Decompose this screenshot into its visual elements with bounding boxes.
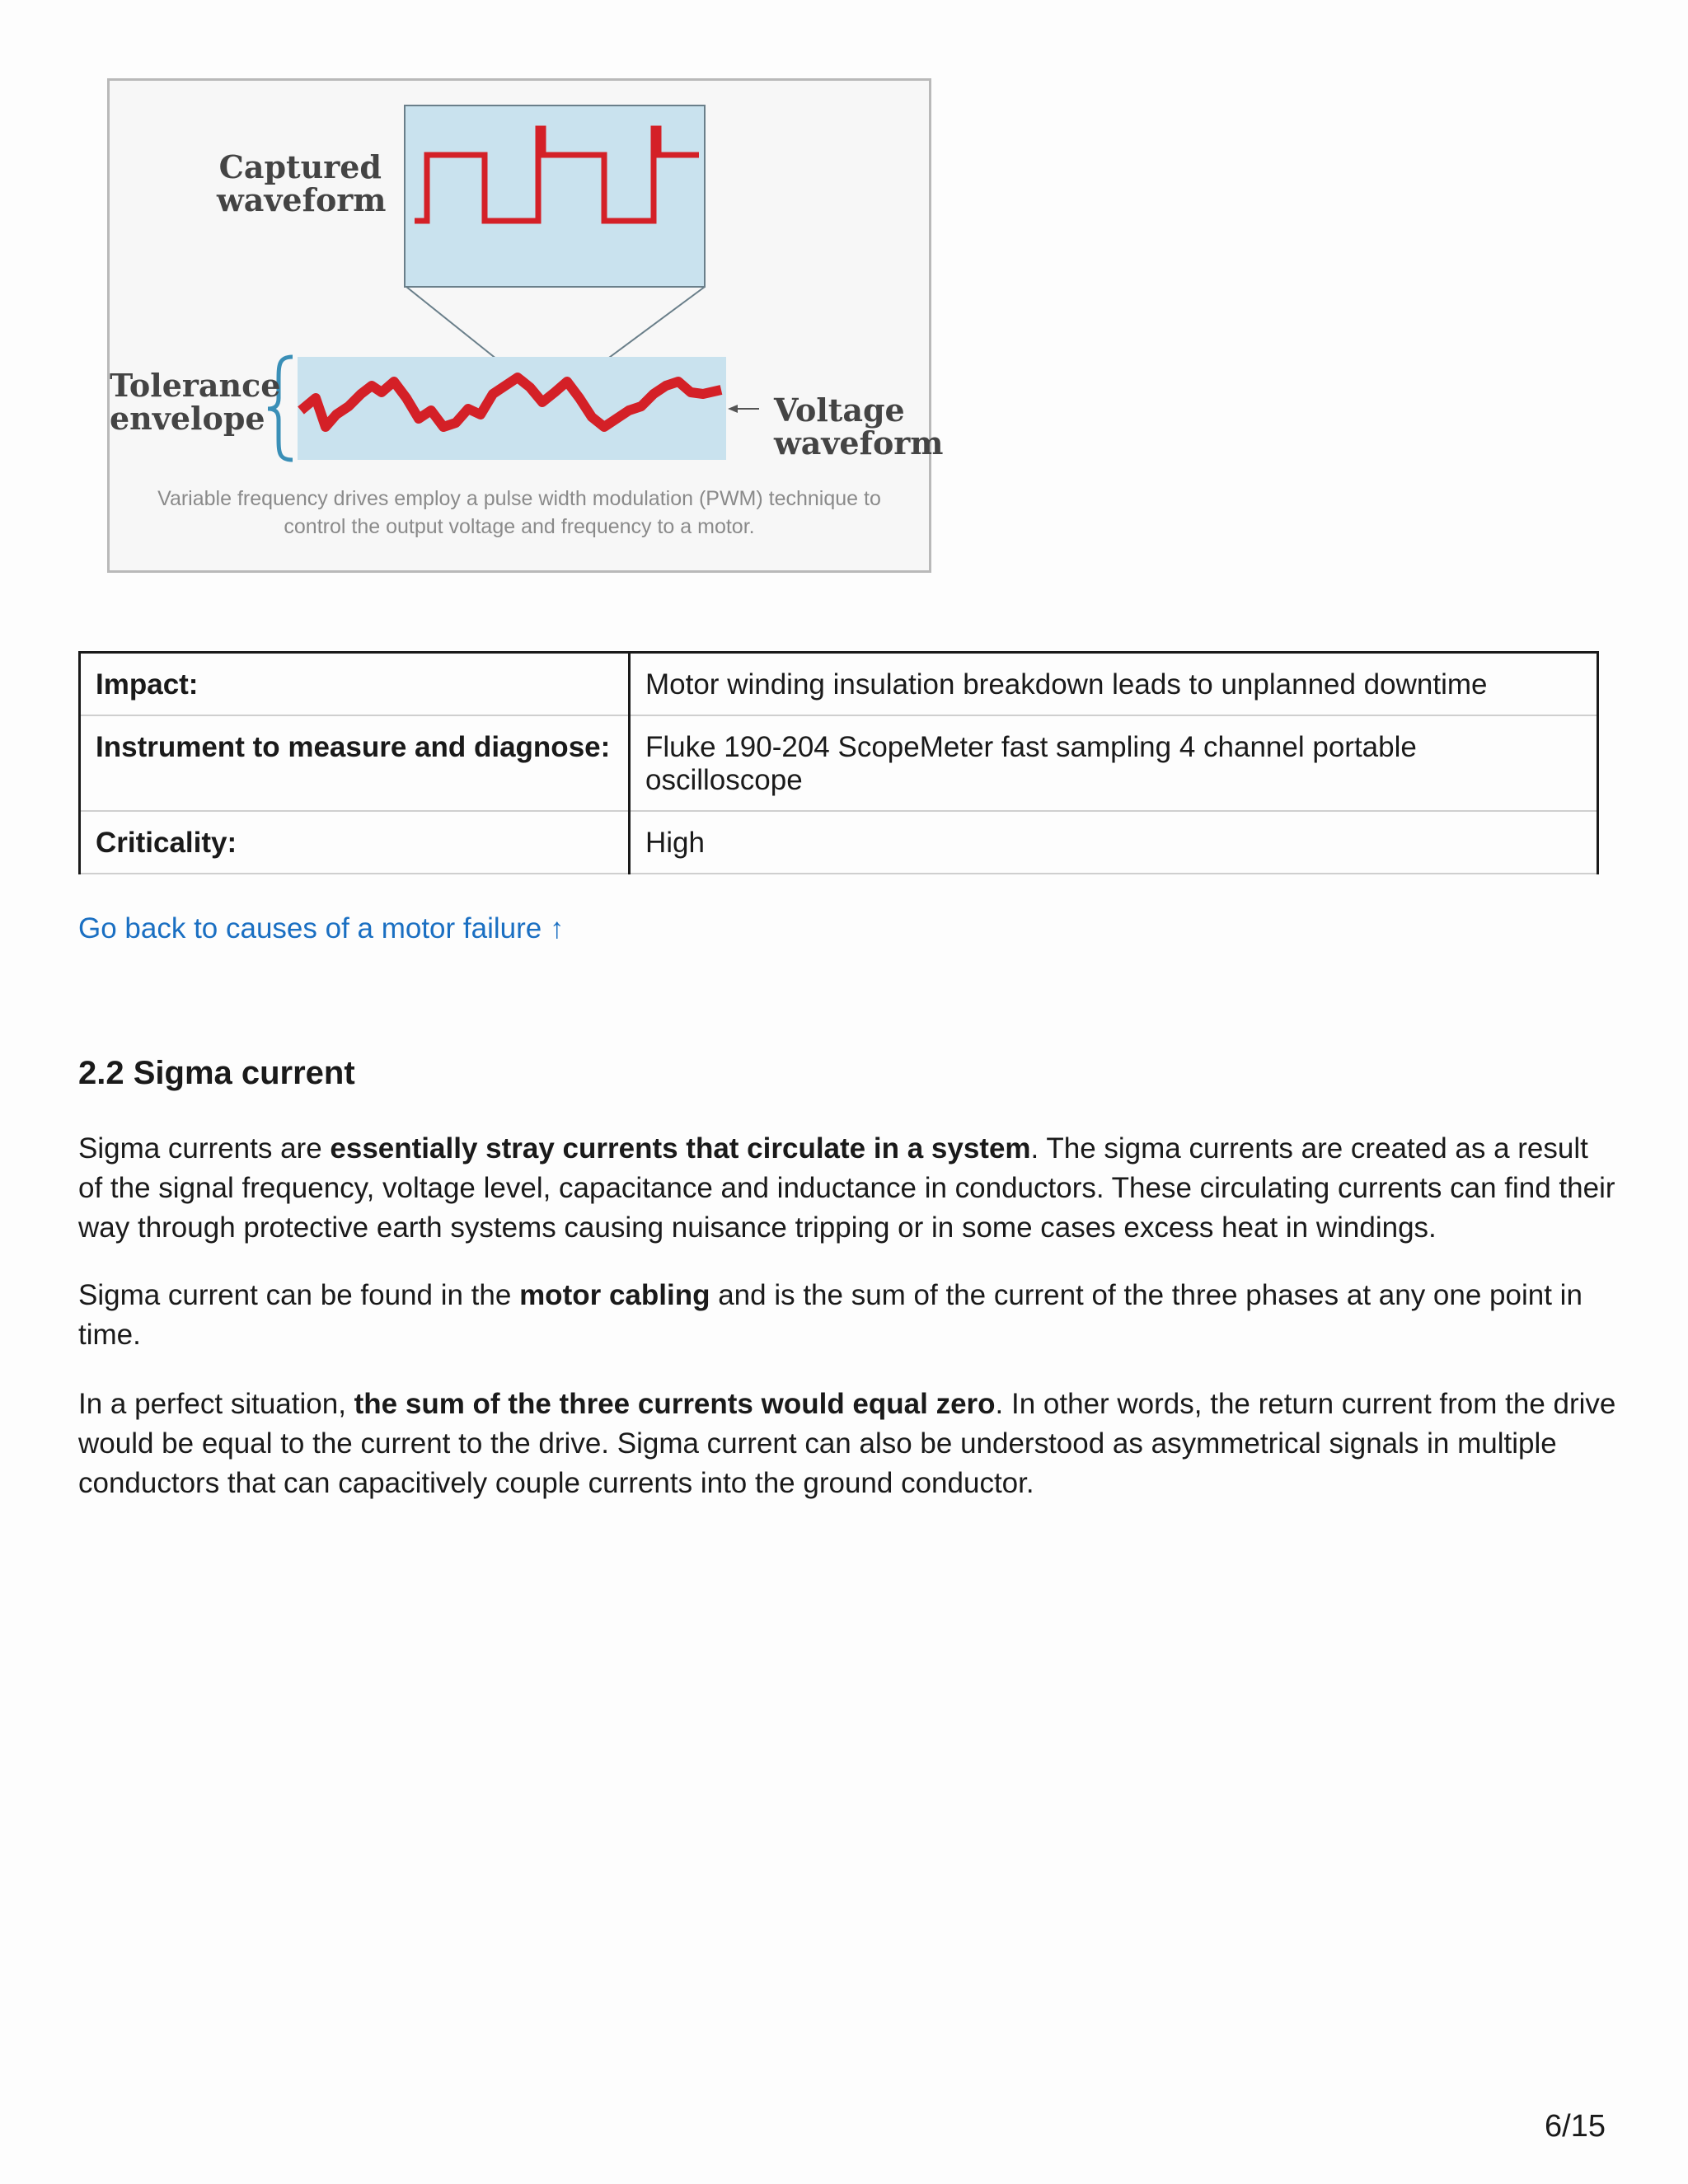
table-value-criticality: High (630, 811, 1598, 874)
paragraph-text: . In other words, the return current from the drive would be equal to the current to the drive. Sigma current can also be understood as asymmetrical signals in multiple conductors that can capacitively couple currents into the ground conductor. (78, 1388, 1616, 1499)
paragraph-text: . The sigma currents are created as a result of the signal frequency, voltage level, capacitance and inductance in conductors. These circulating currents can find their way through protective earth systems causing nuisance tripping or in some cases excess heat in windings. (78, 1132, 1615, 1244)
table-value-instrument: Fluke 190-204 ScopeMeter fast sampling 4 channel portable oscilloscope (630, 715, 1598, 811)
tolerance-envelope-label: Tolerance envelope (110, 367, 281, 437)
impact-table (78, 651, 1599, 874)
table-value-impact: Motor winding insulation breakdown leads to unplanned downtime (630, 653, 1598, 716)
table-row (80, 653, 1598, 716)
section-heading: 2.2 Sigma current (78, 1055, 355, 1091)
table-key-criticality: Criticality: (80, 811, 630, 874)
tolerance-envelope-panel (298, 357, 726, 460)
paragraph-emphasis: essentially stray currents that circulate in a system (330, 1132, 1031, 1165)
page-number: 6/15 (1545, 2109, 1606, 2144)
voltage-waveform-label: Voltage waveform (774, 391, 944, 462)
table-row (80, 811, 1598, 874)
paragraph-text: In a perfect situation, (78, 1388, 354, 1420)
table-row (80, 715, 1598, 811)
paragraph-text: Sigma current can be found in the (78, 1279, 520, 1311)
figure-caption: Variable frequency drives employ a pulse width modulation (PWM) technique to control the output voltage and frequency to a motor. (157, 487, 881, 538)
waveform-figure (107, 78, 944, 573)
paragraph-emphasis: the sum of the three currents would equal zero (354, 1388, 996, 1420)
back-to-causes-link[interactable]: Go back to causes of a motor failure ↑ (78, 912, 565, 944)
captured-waveform-label: Captured waveform (217, 148, 387, 218)
table-key-impact: Impact: (80, 653, 630, 716)
paragraph-sigma-definition (78, 1129, 1620, 1248)
paragraph-text: and is the sum of the current of the three phases at any one point in time. (78, 1279, 1582, 1351)
paragraph-motor-cabling (78, 1276, 1620, 1355)
voltage-arrow-head (728, 405, 738, 413)
paragraph-text: Sigma currents are (78, 1132, 331, 1165)
paragraph-emphasis: motor cabling (519, 1279, 710, 1311)
table-key-instrument: Instrument to measure and diagnose: (80, 715, 630, 811)
paragraph-perfect-situation (78, 1385, 1620, 1503)
